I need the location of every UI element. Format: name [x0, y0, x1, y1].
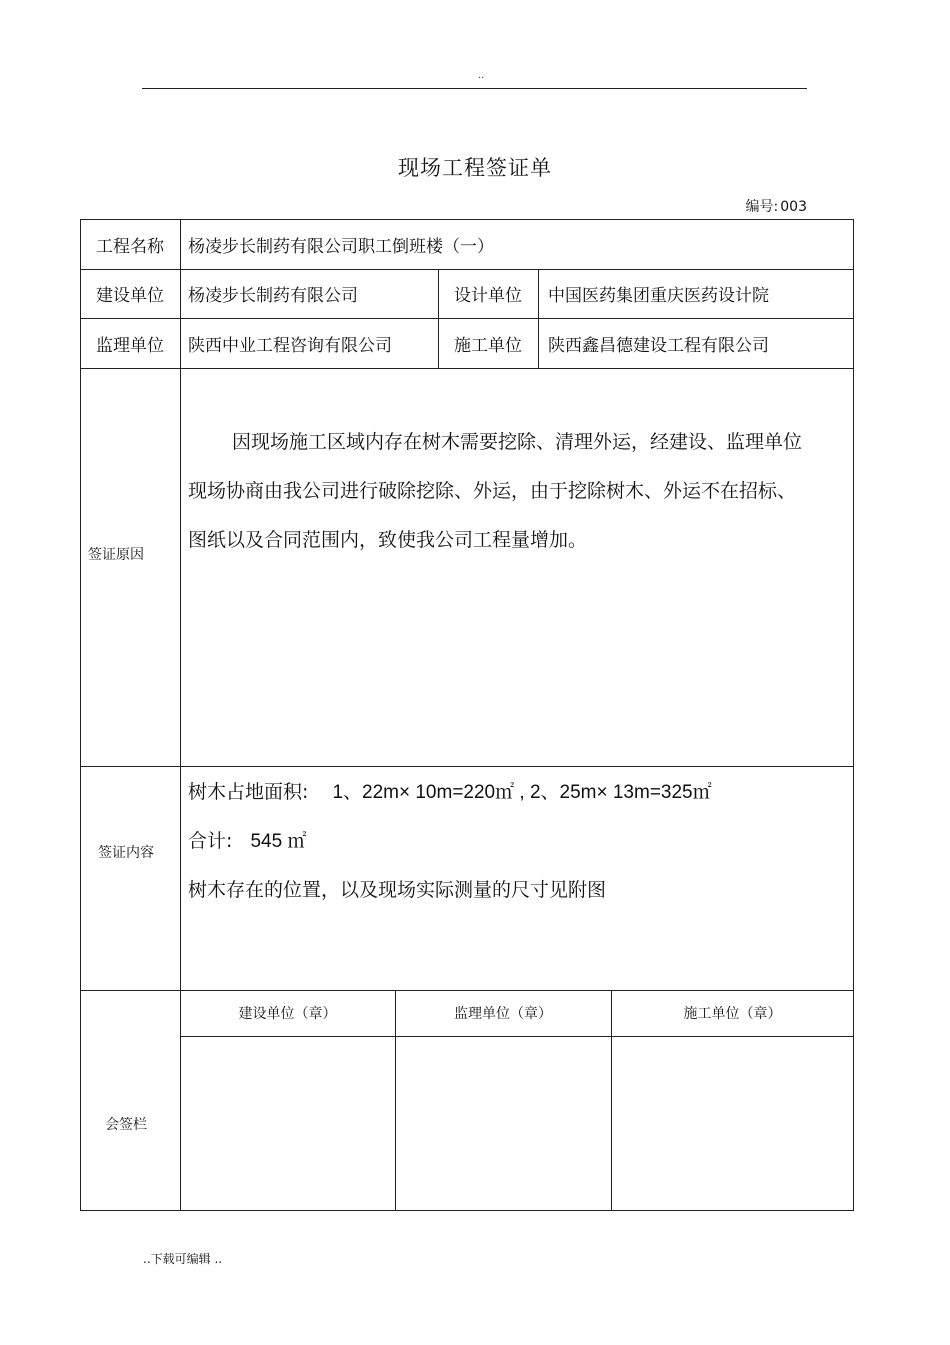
- serial-label: 编号:: [745, 199, 779, 215]
- project-name-value: 杨凌步长制药有限公司职工倒班楼（一）: [188, 236, 494, 257]
- row-divider: [80, 368, 854, 369]
- signoff-construction-header: 建设单位（章）: [238, 1006, 337, 1022]
- signoff-construction-stamp-area[interactable]: [181, 1037, 394, 1210]
- supervision-unit-value: 陕西中业工程咨询有限公司: [188, 335, 392, 356]
- total-value: 545 ㎡: [250, 831, 307, 852]
- signoff-label: 会签栏: [105, 1116, 147, 1133]
- header-mark: ..: [478, 70, 485, 81]
- project-name-label: 工程名称: [96, 236, 164, 257]
- serial-value: 003: [780, 199, 807, 215]
- signoff-supervision-stamp-area[interactable]: [396, 1037, 610, 1210]
- signoff-supervision-header: 监理单位（章）: [454, 1006, 552, 1022]
- position-note: 树木存在的位置，以及现场实际测量的尺寸见附图: [188, 879, 607, 901]
- content-label: 签证内容: [98, 845, 154, 861]
- footer-note: ..下载可编辑 ..: [143, 1252, 223, 1266]
- area-prefix: 树木占地面积:: [188, 781, 309, 803]
- page-title: 现场工程签证单: [398, 156, 552, 180]
- row-divider: [80, 766, 854, 767]
- signoff-builder-header: 施工单位（章）: [683, 1006, 782, 1022]
- builder-unit-label: 施工单位: [454, 335, 522, 356]
- builder-unit-value: 陕西鑫昌德建设工程有限公司: [548, 335, 769, 356]
- header-rule: [142, 88, 807, 89]
- total-prefix: 合计:: [188, 830, 233, 852]
- area-line: [188, 768, 712, 817]
- construction-unit-label: 建设单位: [96, 286, 164, 306]
- reason-text-block: [188, 418, 803, 565]
- serial-number: [744, 196, 807, 216]
- total-line: [188, 817, 712, 866]
- supervision-unit-label: 监理单位: [96, 335, 164, 356]
- col-divider: [538, 269, 539, 368]
- reason-label: 签证原因: [88, 546, 144, 563]
- design-unit-value: 中国医药集团重庆医药设计院: [548, 286, 769, 306]
- signoff-builder-stamp-area[interactable]: [612, 1037, 853, 1210]
- reason-text: 因现场施工区域内存在树木需要挖除、清理外运，经建设、监理单位现场协商由我公司进行破除挖除、外运，由于挖除树木、外运不在招标、图纸以及合同范围内，致使我公司工程量增加。: [188, 431, 803, 551]
- design-unit-label: 设计单位: [454, 286, 522, 306]
- construction-unit-value: 杨凌步长制药有限公司: [188, 286, 358, 306]
- content-block: [188, 768, 712, 915]
- area-values: 1、22m× 10m=220㎡ , 2、25m× 13m=325㎡: [332, 782, 712, 803]
